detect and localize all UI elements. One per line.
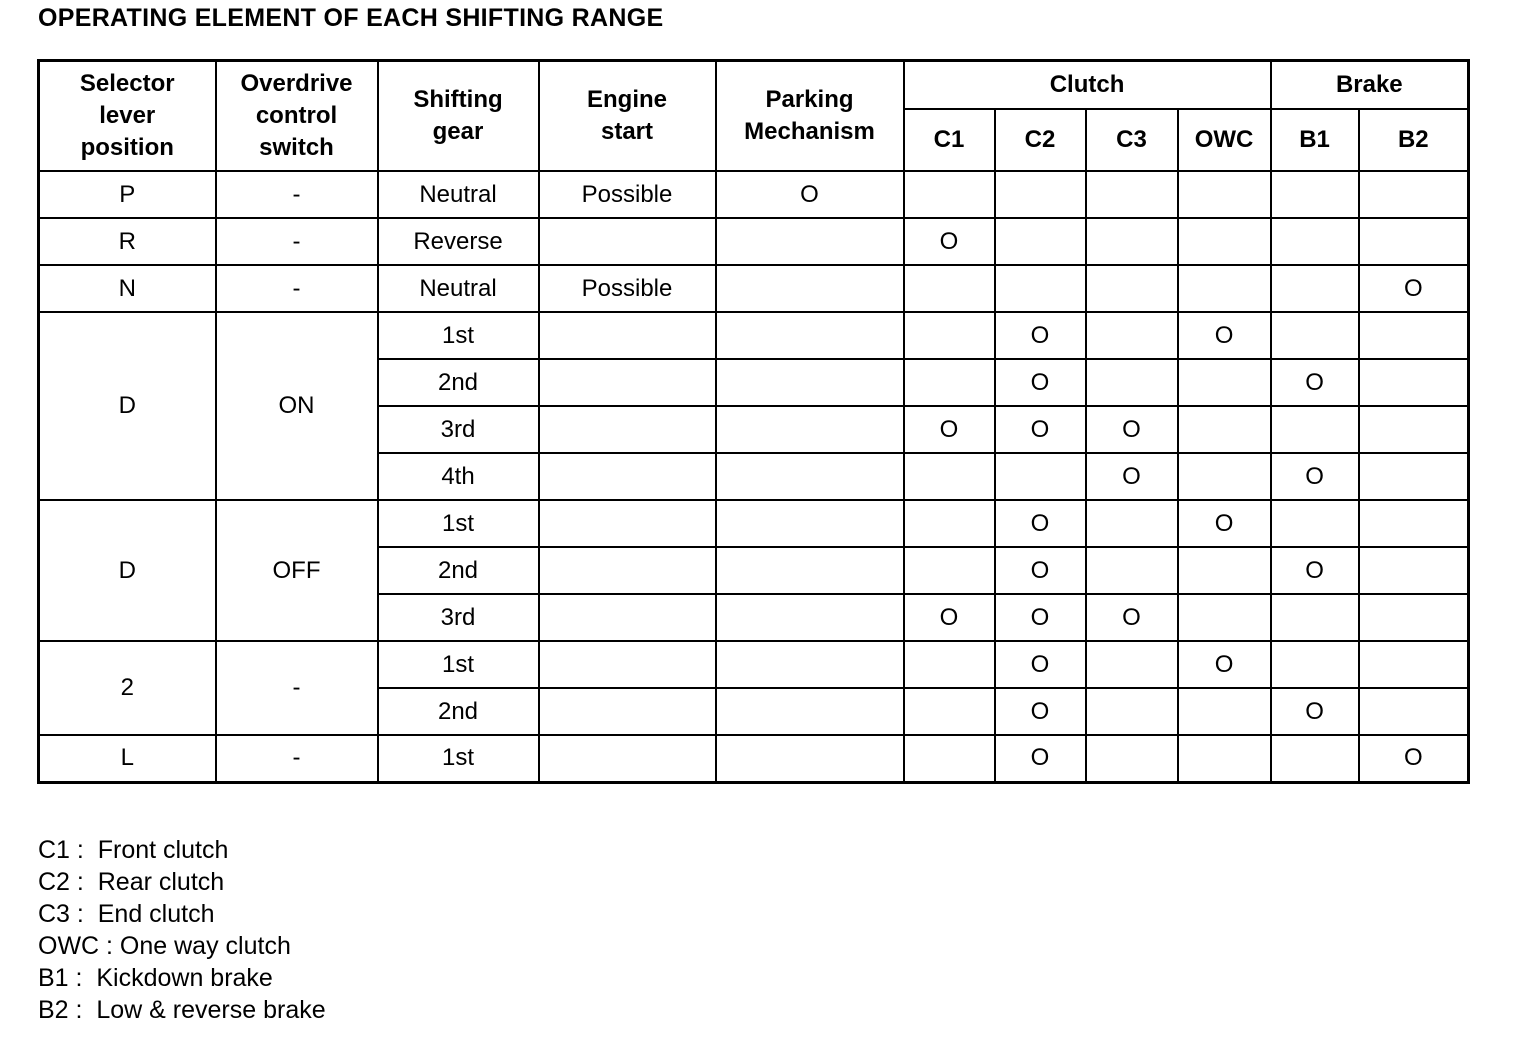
cell-parking [716, 735, 904, 782]
cell-selector: D [39, 312, 216, 500]
cell-c3 [1086, 312, 1178, 359]
cell-selector: D [39, 500, 216, 641]
cell-engine-start [539, 688, 716, 735]
cell-owc: O [1178, 641, 1271, 688]
cell-b1 [1271, 500, 1359, 547]
header-shifting-gear: Shifting gear [378, 61, 539, 172]
header-engine-start: Engine start [539, 61, 716, 172]
cell-gear: 3rd [378, 406, 539, 453]
cell-c2 [995, 171, 1086, 218]
cell-parking [716, 406, 904, 453]
cell-c1 [904, 735, 995, 782]
header-brake: Brake [1271, 61, 1469, 110]
cell-b1 [1271, 218, 1359, 265]
cell-b2 [1359, 453, 1469, 500]
header-owc: OWC [1178, 109, 1271, 171]
cell-selector: 2 [39, 641, 216, 735]
cell-engine-start [539, 641, 716, 688]
cell-b1 [1271, 312, 1359, 359]
cell-engine-start [539, 500, 716, 547]
cell-selector: N [39, 265, 216, 312]
cell-engine-start: Possible [539, 265, 716, 312]
cell-parking [716, 594, 904, 641]
table-row [39, 312, 1469, 359]
header-selector-lever-position: Selector lever position [39, 61, 216, 172]
cell-b1 [1271, 171, 1359, 218]
cell-engine-start [539, 406, 716, 453]
cell-selector: R [39, 218, 216, 265]
cell-selector: L [39, 735, 216, 782]
header-overdrive-control-switch: Overdrive control switch [216, 61, 378, 172]
legend [38, 834, 326, 1026]
header-clutch: Clutch [904, 61, 1271, 110]
cell-b2 [1359, 641, 1469, 688]
header-parking-mechanism: Parking Mechanism [716, 61, 904, 172]
cell-parking [716, 218, 904, 265]
cell-b1 [1271, 265, 1359, 312]
cell-owc [1178, 171, 1271, 218]
cell-engine-start [539, 218, 716, 265]
cell-c1 [904, 171, 995, 218]
cell-c2 [995, 265, 1086, 312]
cell-c3 [1086, 641, 1178, 688]
cell-c2 [995, 453, 1086, 500]
cell-b1 [1271, 735, 1359, 782]
cell-gear: Neutral [378, 171, 539, 218]
legend-item: C1 : Front clutch [38, 836, 229, 864]
cell-owc [1178, 594, 1271, 641]
cell-overdrive: - [216, 641, 378, 735]
cell-overdrive: - [216, 735, 378, 782]
table-row [39, 265, 1469, 312]
cell-overdrive: OFF [216, 500, 378, 641]
header-b1: B1 [1271, 109, 1359, 171]
cell-parking [716, 688, 904, 735]
cell-c1: O [904, 594, 995, 641]
cell-c3 [1086, 500, 1178, 547]
table-row [39, 500, 1469, 547]
cell-gear: 3rd [378, 594, 539, 641]
cell-c1 [904, 641, 995, 688]
cell-c1 [904, 312, 995, 359]
cell-owc [1178, 359, 1271, 406]
cell-c1 [904, 265, 995, 312]
cell-c3 [1086, 688, 1178, 735]
table-body [39, 171, 1469, 782]
cell-c1: O [904, 218, 995, 265]
cell-c2: O [995, 735, 1086, 782]
cell-owc: O [1178, 500, 1271, 547]
cell-engine-start [539, 735, 716, 782]
cell-c2: O [995, 500, 1086, 547]
cell-b2: O [1359, 735, 1469, 782]
cell-engine-start [539, 312, 716, 359]
cell-b1 [1271, 594, 1359, 641]
cell-overdrive: ON [216, 312, 378, 500]
cell-gear: 2nd [378, 688, 539, 735]
cell-engine-start [539, 453, 716, 500]
cell-gear: 1st [378, 312, 539, 359]
cell-c3 [1086, 218, 1178, 265]
header-c1: C1 [904, 109, 995, 171]
cell-owc [1178, 688, 1271, 735]
header-c3: C3 [1086, 109, 1178, 171]
legend-item: B1 : Kickdown brake [38, 964, 273, 992]
cell-c3 [1086, 171, 1178, 218]
cell-b1 [1271, 641, 1359, 688]
cell-c2 [995, 218, 1086, 265]
cell-c1: O [904, 406, 995, 453]
table-row [39, 641, 1469, 688]
cell-b2: O [1359, 265, 1469, 312]
cell-b1: O [1271, 688, 1359, 735]
cell-gear: 2nd [378, 359, 539, 406]
cell-engine-start: Possible [539, 171, 716, 218]
cell-c2: O [995, 688, 1086, 735]
shifting-range-table [37, 59, 1470, 784]
table-row [39, 171, 1469, 218]
cell-gear: 2nd [378, 547, 539, 594]
cell-b2 [1359, 547, 1469, 594]
cell-b2 [1359, 359, 1469, 406]
cell-engine-start [539, 547, 716, 594]
cell-parking [716, 641, 904, 688]
cell-owc [1178, 265, 1271, 312]
table-row [39, 735, 1469, 782]
cell-b2 [1359, 406, 1469, 453]
cell-c2: O [995, 641, 1086, 688]
cell-parking [716, 547, 904, 594]
cell-c3 [1086, 359, 1178, 406]
cell-parking [716, 359, 904, 406]
cell-c3: O [1086, 453, 1178, 500]
cell-overdrive: - [216, 218, 378, 265]
cell-c3: O [1086, 594, 1178, 641]
cell-parking: O [716, 171, 904, 218]
legend-item: C3 : End clutch [38, 900, 215, 928]
legend-item: OWC : One way clutch [38, 932, 291, 960]
cell-owc [1178, 547, 1271, 594]
cell-parking [716, 500, 904, 547]
cell-c3 [1086, 547, 1178, 594]
cell-overdrive: - [216, 265, 378, 312]
cell-b2 [1359, 171, 1469, 218]
cell-c2: O [995, 312, 1086, 359]
legend-item: C2 : Rear clutch [38, 868, 225, 896]
cell-engine-start [539, 594, 716, 641]
legend-item: B2 : Low & reverse brake [38, 996, 326, 1024]
cell-owc: O [1178, 312, 1271, 359]
header-b2: B2 [1359, 109, 1469, 171]
page-title: OPERATING ELEMENT OF EACH SHIFTING RANGE [38, 4, 664, 32]
cell-owc [1178, 735, 1271, 782]
cell-engine-start [539, 359, 716, 406]
cell-owc [1178, 406, 1271, 453]
cell-c2: O [995, 594, 1086, 641]
cell-c2: O [995, 547, 1086, 594]
cell-gear: Neutral [378, 265, 539, 312]
cell-owc [1178, 218, 1271, 265]
cell-c1 [904, 453, 995, 500]
cell-gear: 1st [378, 641, 539, 688]
cell-parking [716, 453, 904, 500]
cell-b2 [1359, 594, 1469, 641]
cell-c1 [904, 688, 995, 735]
cell-c3 [1086, 735, 1178, 782]
cell-c3 [1086, 265, 1178, 312]
cell-gear: 4th [378, 453, 539, 500]
cell-owc [1178, 453, 1271, 500]
cell-c2: O [995, 406, 1086, 453]
cell-c3: O [1086, 406, 1178, 453]
cell-parking [716, 312, 904, 359]
cell-c1 [904, 547, 995, 594]
cell-b1: O [1271, 359, 1359, 406]
cell-selector: P [39, 171, 216, 218]
cell-b2 [1359, 500, 1469, 547]
cell-b2 [1359, 218, 1469, 265]
cell-c2: O [995, 359, 1086, 406]
cell-b2 [1359, 688, 1469, 735]
table-row [39, 218, 1469, 265]
cell-b1: O [1271, 547, 1359, 594]
cell-parking [716, 265, 904, 312]
cell-b2 [1359, 312, 1469, 359]
cell-c1 [904, 359, 995, 406]
cell-gear: 1st [378, 500, 539, 547]
header-c2: C2 [995, 109, 1086, 171]
cell-overdrive: - [216, 171, 378, 218]
cell-b1 [1271, 406, 1359, 453]
cell-gear: 1st [378, 735, 539, 782]
cell-c1 [904, 500, 995, 547]
cell-gear: Reverse [378, 218, 539, 265]
cell-b1: O [1271, 453, 1359, 500]
